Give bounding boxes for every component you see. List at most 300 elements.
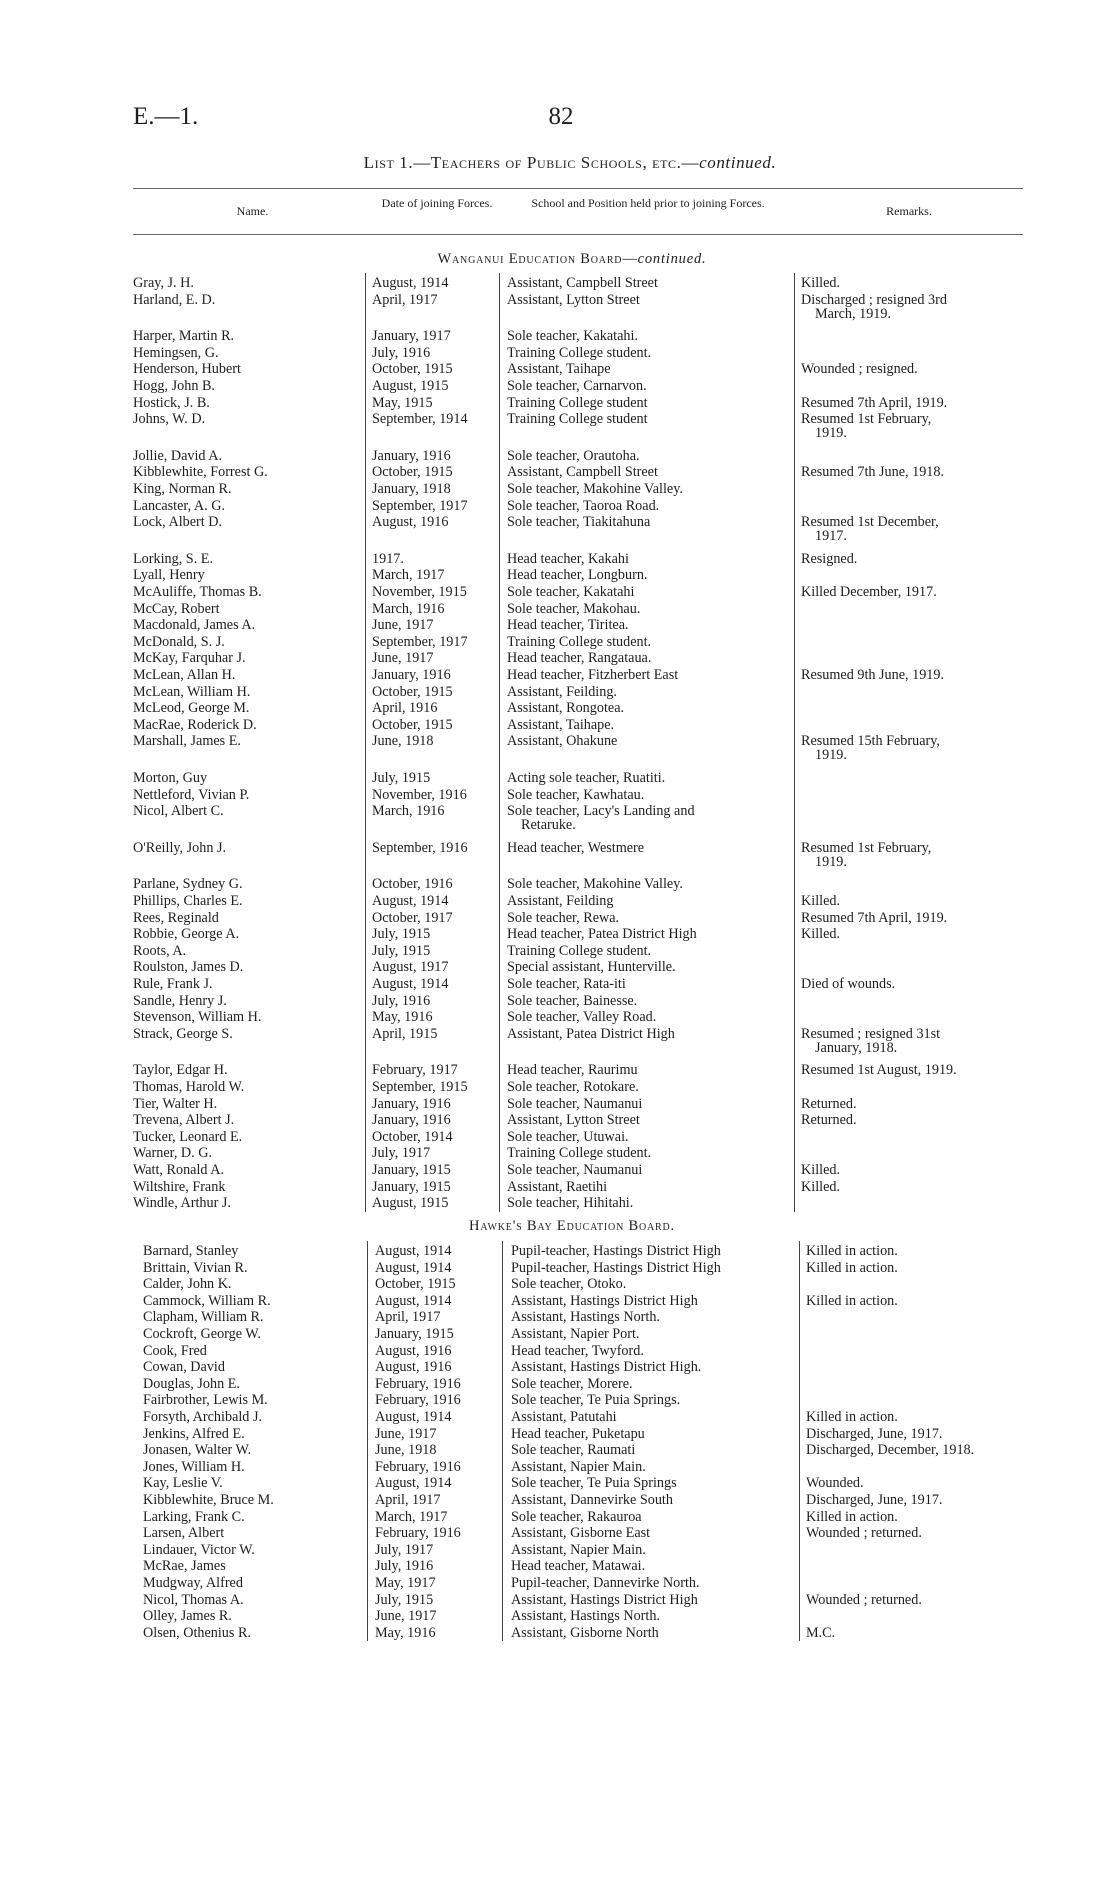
row-date: October, 1915 — [372, 361, 453, 378]
section-title-text: Hawke's Bay Education Board. — [469, 1218, 675, 1234]
row-name: Jones, William H. — [143, 1458, 245, 1475]
row-school: Sole teacher, Naumanui — [507, 1095, 643, 1112]
row-date: April, 1917 — [372, 291, 438, 308]
table-row — [0, 1575, 1114, 1591]
row-date: June, 1917 — [375, 1608, 437, 1625]
row-date: September, 1917 — [372, 633, 468, 650]
table-row — [0, 378, 1114, 394]
row-date: August, 1915 — [372, 378, 449, 394]
row-name: Hemingsen, G. — [133, 344, 219, 361]
table-row — [0, 1409, 1114, 1425]
column-header-date: Date of joining Forces. — [381, 196, 493, 210]
table-row — [0, 926, 1114, 942]
row-school: Assistant, Gisborne East — [511, 1525, 651, 1542]
row-remark: Resumed 1st February, — [801, 839, 932, 856]
row-date: June, 1918 — [375, 1442, 437, 1459]
row-name: Warner, D. G. — [133, 1145, 213, 1162]
row-date: July, 1916 — [372, 344, 431, 361]
row-date: January, 1915 — [372, 1178, 451, 1195]
table-row — [0, 1608, 1114, 1624]
row-name: Morton, Guy — [133, 770, 208, 786]
row-date: February, 1917 — [372, 1062, 458, 1079]
row-date: October, 1915 — [375, 1276, 456, 1293]
page-reference: E.—1. — [133, 103, 199, 130]
row-remark: Resumed 7th April, 1919. — [801, 909, 948, 926]
row-date: October, 1915 — [372, 683, 453, 700]
row-name: McCay, Robert — [133, 600, 220, 617]
table-row — [0, 1525, 1114, 1541]
row-name: Johns, W. D. — [133, 411, 206, 428]
row-remark: 1919. — [815, 425, 847, 442]
section-title-suffix: continued. — [637, 251, 707, 267]
row-school: Sole teacher, Carnarvon. — [507, 378, 647, 394]
row-remark: Discharged, June, 1917. — [806, 1492, 943, 1508]
table-row — [0, 1392, 1114, 1408]
row-name: Robbie, George A. — [133, 926, 240, 943]
row-name: Calder, John K. — [143, 1276, 232, 1293]
table-row — [0, 700, 1114, 716]
row-date: June, 1917 — [375, 1425, 437, 1442]
row-remark: Killed December, 1917. — [801, 584, 937, 600]
table-row — [0, 1558, 1114, 1574]
row-school: Sole teacher, Te Puia Springs. — [511, 1392, 681, 1409]
table-row — [0, 1293, 1114, 1309]
table-row — [0, 993, 1114, 1009]
row-date: September, 1916 — [372, 839, 468, 856]
row-date: May, 1915 — [372, 394, 433, 411]
row-name: Cook, Fred — [143, 1342, 207, 1359]
row-date: January, 1916 — [372, 1112, 451, 1129]
table-row — [0, 1625, 1114, 1641]
row-school: Assistant, Hastings North. — [511, 1608, 660, 1625]
column-divider — [799, 1241, 800, 1641]
row-school: Head teacher, Westmere — [507, 839, 645, 856]
row-remark: Resumed 1st August, 1919. — [801, 1062, 957, 1079]
row-name: McLean, William H. — [133, 683, 251, 700]
row-remark: Wounded ; returned. — [806, 1525, 922, 1542]
row-school: Head teacher, Puketapu — [511, 1425, 645, 1442]
row-school: Head teacher, Raurimu — [507, 1062, 638, 1079]
row-school: Assistant, Ohakune — [507, 733, 618, 750]
row-school: Assistant, Patea District High — [507, 1025, 675, 1042]
row-school: Sole teacher, Valley Road. — [507, 1009, 657, 1026]
row-date: May, 1916 — [375, 1624, 436, 1641]
row-school: Assistant, Taihape. — [507, 716, 615, 733]
row-date: June, 1918 — [372, 733, 434, 750]
row-school: Head teacher, Matawai. — [511, 1558, 646, 1575]
table-row — [0, 650, 1114, 666]
row-name: Windle, Arthur J. — [133, 1195, 231, 1212]
row-name: McLean, Allan H. — [133, 667, 236, 683]
row-name: Tucker, Leonard E. — [133, 1128, 243, 1145]
table-row — [0, 1243, 1114, 1259]
row-name: McKay, Farquhar J. — [133, 650, 246, 667]
row-name: Barnard, Stanley — [143, 1243, 239, 1259]
row-name: Lancaster, A. G. — [133, 497, 226, 514]
row-school: Training College student. — [507, 344, 652, 361]
row-school: Assistant, Napier Port. — [511, 1326, 640, 1342]
row-date: November, 1916 — [372, 786, 467, 803]
row-remark: Resigned. — [801, 550, 858, 567]
row-school: Special assistant, Hunterville. — [507, 959, 676, 976]
row-date: October, 1916 — [372, 876, 453, 893]
row-name: Rule, Frank J. — [133, 976, 213, 992]
row-school: Training College student — [507, 394, 648, 411]
column-divider — [794, 273, 795, 1212]
row-remark: Wounded ; resigned. — [801, 361, 918, 378]
row-remark: Killed. — [801, 1178, 841, 1195]
table-row — [0, 567, 1114, 583]
table-row — [0, 361, 1114, 377]
row-school: Training College student. — [507, 1145, 652, 1162]
row-date: August, 1914 — [372, 275, 449, 291]
row-remark: 1917. — [815, 528, 847, 545]
table-row — [0, 601, 1114, 617]
row-date: August, 1914 — [375, 1243, 452, 1259]
row-school: Sole teacher, Rakauroa — [511, 1508, 642, 1525]
row-date: September, 1914 — [372, 411, 468, 428]
row-school: Assistant, Campbell Street — [507, 464, 658, 481]
row-name: Marshall, James E. — [133, 733, 241, 750]
row-date: January, 1915 — [372, 1162, 451, 1178]
row-date: August, 1914 — [375, 1259, 452, 1276]
row-name: Kay, Leslie V. — [143, 1475, 223, 1492]
row-school: Head teacher, Tiritea. — [507, 617, 629, 634]
row-date: July, 1915 — [375, 1591, 434, 1608]
row-date: February, 1916 — [375, 1392, 461, 1409]
row-date: October, 1915 — [372, 716, 453, 733]
row-name: Harper, Martin R. — [133, 328, 235, 345]
row-school: Assistant, Lytton Street — [507, 1112, 640, 1129]
row-school: Assistant, Napier Main. — [511, 1458, 646, 1475]
table-row — [0, 1592, 1114, 1608]
table-row — [0, 1145, 1114, 1161]
row-school: Assistant, Patutahi — [511, 1409, 617, 1425]
row-school: Sole teacher, Kakatahi — [507, 584, 635, 600]
row-date: August, 1914 — [375, 1475, 452, 1492]
row-school: Sole teacher, Naumanui — [507, 1162, 643, 1178]
row-date: June, 1917 — [372, 617, 434, 634]
row-remark: 1919. — [815, 747, 847, 764]
table-row — [0, 943, 1114, 959]
table-row — [0, 498, 1114, 514]
row-date: August, 1917 — [372, 959, 449, 976]
table-row — [0, 345, 1114, 361]
table-row — [0, 1426, 1114, 1442]
row-remark: 1919. — [815, 853, 847, 870]
table-row — [0, 876, 1114, 892]
row-name: Brittain, Vivian R. — [143, 1259, 248, 1276]
row-school: Assistant, Napier Main. — [511, 1541, 646, 1558]
row-date: May, 1916 — [372, 1009, 433, 1026]
list-title-main: Teachers of Public Schools, etc.— — [430, 153, 700, 172]
list-title-suffix: continued. — [699, 153, 777, 172]
row-school: Assistant, Hastings District High — [511, 1591, 698, 1608]
row-name: Roulston, James D. — [133, 959, 244, 976]
section-title — [0, 251, 1114, 268]
table-row — [0, 1475, 1114, 1491]
row-name: Mudgway, Alfred — [143, 1575, 243, 1591]
row-name: Cammock, William R. — [143, 1292, 271, 1309]
table-row — [0, 617, 1114, 633]
row-school: Sole teacher, Bainesse. — [507, 992, 638, 1009]
row-name: Tier, Walter H. — [133, 1095, 218, 1112]
row-remark: Killed in action. — [806, 1259, 898, 1276]
row-remark: Resumed 1st February, — [801, 411, 932, 428]
column-divider — [502, 1241, 503, 1641]
table-row — [0, 634, 1114, 650]
row-date: January, 1916 — [372, 667, 451, 683]
row-date: July, 1915 — [372, 770, 431, 786]
table-row — [0, 893, 1114, 909]
row-name: Lindauer, Victor W. — [143, 1541, 255, 1558]
row-remark: Killed. — [801, 275, 841, 291]
table-row — [0, 1096, 1114, 1112]
row-name: Thomas, Harold W. — [133, 1079, 245, 1095]
row-name: Cowan, David — [143, 1359, 225, 1376]
row-date: September, 1915 — [372, 1079, 468, 1095]
row-date: July, 1916 — [375, 1558, 434, 1575]
row-name: Strack, George S. — [133, 1025, 233, 1042]
row-school: Training College student. — [507, 633, 652, 650]
row-school: Pupil-teacher, Hastings District High — [511, 1243, 721, 1259]
list-title-prefix: List 1.— — [363, 153, 431, 172]
row-school: Acting sole teacher, Ruatiti. — [507, 770, 666, 786]
row-school: Pupil-teacher, Hastings District High — [511, 1259, 721, 1276]
row-remark: Died of wounds. — [801, 976, 896, 992]
row-school: Sole teacher, Orautoha. — [507, 447, 640, 464]
table-row — [0, 1542, 1114, 1558]
row-remark: March, 1919. — [815, 305, 892, 322]
row-date: August, 1914 — [375, 1409, 452, 1425]
table-row — [0, 959, 1114, 975]
row-school: Assistant, Feilding — [507, 893, 614, 909]
row-date: July, 1915 — [372, 942, 431, 959]
row-date: January, 1916 — [372, 1095, 451, 1112]
row-date: August, 1914 — [372, 976, 449, 992]
row-remark: Wounded. — [806, 1475, 864, 1492]
row-date: March, 1916 — [372, 803, 445, 820]
row-date: March, 1917 — [375, 1508, 448, 1525]
row-school-continuation: Retaruke. — [521, 817, 576, 834]
row-remark: Returned. — [801, 1112, 857, 1129]
row-date: September, 1917 — [372, 497, 468, 514]
row-date: July, 1916 — [372, 992, 431, 1009]
row-name: Henderson, Hubert — [133, 361, 241, 378]
row-school: Sole teacher, Te Puia Springs — [511, 1475, 677, 1492]
row-remark: Resumed 1st December, — [801, 514, 939, 531]
table-row — [0, 1309, 1114, 1325]
column-divider — [367, 1241, 368, 1641]
row-date: June, 1917 — [372, 650, 434, 667]
table-row — [0, 733, 1114, 749]
row-name: McDonald, S. J. — [133, 633, 225, 650]
row-name: Trevena, Albert J. — [133, 1112, 235, 1129]
table-row — [0, 551, 1114, 567]
row-name: MacRae, Roderick D. — [133, 716, 257, 733]
section-title — [0, 1218, 1114, 1235]
row-date: October, 1917 — [372, 909, 453, 926]
row-date: March, 1916 — [372, 600, 445, 617]
row-date: July, 1917 — [372, 1145, 431, 1162]
row-school: Assistant, Rongotea. — [507, 700, 625, 717]
row-remark: Killed in action. — [806, 1409, 898, 1425]
row-date: August, 1914 — [372, 893, 449, 909]
table-row — [0, 1509, 1114, 1525]
row-name: Phillips, Charles E. — [133, 893, 243, 909]
row-date: August, 1915 — [372, 1195, 449, 1212]
table-row — [0, 275, 1114, 291]
row-school: Head teacher, Patea District High — [507, 926, 697, 943]
column-divider — [499, 273, 500, 1212]
row-name: Rees, Reginald — [133, 909, 219, 926]
row-name: McLeod, George M. — [133, 700, 250, 717]
row-remark: Resumed 9th June, 1919. — [801, 667, 945, 683]
row-school: Sole teacher, Kakatahi. — [507, 328, 638, 345]
header-top-rule — [133, 188, 1023, 189]
row-name: King, Norman R. — [133, 481, 232, 497]
row-name: Nicol, Thomas A. — [143, 1591, 244, 1608]
row-name: Larsen, Albert — [143, 1525, 225, 1542]
list-title — [0, 153, 1114, 173]
row-school: Training College student. — [507, 942, 652, 959]
header-bottom-rule — [133, 234, 1023, 235]
row-remark: Discharged ; resigned 3rd — [801, 291, 947, 308]
row-date: July, 1915 — [372, 926, 431, 943]
row-school: Head teacher, Fitzherbert East — [507, 667, 679, 683]
page-number: 82 — [548, 103, 574, 130]
table-row — [0, 1112, 1114, 1128]
row-name: Larking, Frank C. — [143, 1508, 245, 1525]
row-name: Taylor, Edgar H. — [133, 1062, 228, 1079]
table-row — [0, 1276, 1114, 1292]
table-row — [0, 717, 1114, 733]
row-remark: Returned. — [801, 1095, 857, 1112]
row-school: Sole teacher, Rotokare. — [507, 1079, 639, 1095]
table-row — [0, 584, 1114, 600]
row-remark: Discharged, December, 1918. — [806, 1442, 975, 1459]
row-date: 1917. — [372, 550, 404, 567]
row-name: O'Reilly, John J. — [133, 839, 227, 856]
row-school: Assistant, Feilding. — [507, 683, 617, 700]
table-row — [0, 1129, 1114, 1145]
table-row — [0, 514, 1114, 530]
row-name: Stevenson, William H. — [133, 1009, 262, 1026]
row-school: Assistant, Hastings District High — [511, 1292, 698, 1309]
row-name: Wiltshire, Frank — [133, 1178, 226, 1195]
row-name: Kibblewhite, Forrest G. — [133, 464, 268, 481]
row-date: April, 1916 — [372, 700, 438, 717]
row-date: October, 1914 — [372, 1128, 453, 1145]
row-date: January, 1916 — [372, 447, 451, 464]
row-name: Nettleford, Vivian P. — [133, 786, 250, 803]
row-remark: M.C. — [806, 1624, 836, 1641]
row-date: August, 1916 — [372, 514, 449, 531]
row-school: Sole teacher, Makohau. — [507, 600, 641, 617]
table-row — [0, 770, 1114, 786]
row-date: July, 1917 — [375, 1541, 434, 1558]
row-remark: Killed in action. — [806, 1292, 898, 1309]
table-row — [0, 1179, 1114, 1195]
row-name: Clapham, William R. — [143, 1309, 264, 1326]
row-remark: Resumed 7th June, 1918. — [801, 464, 945, 481]
table-row — [0, 787, 1114, 803]
row-date: April, 1917 — [375, 1309, 441, 1326]
row-name: Jonasen, Walter W. — [143, 1442, 252, 1459]
table-row — [0, 1195, 1114, 1211]
column-header-school: School and Position held prior to joining Forces. — [531, 196, 765, 210]
row-school: Sole teacher, Makohine Valley. — [507, 876, 683, 893]
row-date: February, 1916 — [375, 1375, 461, 1392]
row-school: Head teacher, Kakahi — [507, 550, 629, 567]
column-divider — [365, 273, 366, 1212]
row-remark: Killed in action. — [806, 1508, 898, 1525]
table-row — [0, 1009, 1114, 1025]
row-name: Jenkins, Alfred E. — [143, 1425, 245, 1442]
table-row — [0, 667, 1114, 683]
row-school: Assistant, Campbell Street — [507, 275, 658, 291]
row-school: Sole teacher, Morere. — [511, 1375, 633, 1392]
table-row — [0, 1343, 1114, 1359]
row-name: Olley, James R. — [143, 1608, 232, 1625]
row-name: Lyall, Henry — [133, 567, 205, 584]
row-date: October, 1915 — [372, 464, 453, 481]
row-school: Training College student — [507, 411, 648, 428]
table-row — [0, 1162, 1114, 1178]
row-school: Assistant, Taihape — [507, 361, 611, 378]
row-school: Sole teacher, Lacy's Landing and — [507, 803, 695, 820]
row-name: McRae, James — [143, 1558, 226, 1575]
row-date: January, 1917 — [372, 328, 451, 345]
row-school: Assistant, Dannevirke South — [511, 1492, 673, 1508]
row-name: Douglas, John E. — [143, 1375, 240, 1392]
row-remark: Killed. — [801, 926, 841, 943]
row-name: Nicol, Albert C. — [133, 803, 224, 820]
row-name: Cockroft, George W. — [143, 1326, 261, 1342]
row-remark: Discharged, June, 1917. — [806, 1425, 943, 1442]
row-name: Hostick, J. B. — [133, 394, 210, 411]
row-name: Parlane, Sydney G. — [133, 876, 243, 893]
row-name: Sandle, Henry J. — [133, 992, 227, 1009]
table-row — [0, 481, 1114, 497]
row-school: Sole teacher, Otoko. — [511, 1276, 627, 1293]
row-date: March, 1917 — [372, 567, 445, 584]
table-row — [0, 328, 1114, 344]
row-school: Sole teacher, Rata-iti — [507, 976, 626, 992]
row-school: Sole teacher, Kawhatau. — [507, 786, 645, 803]
row-name: Olsen, Othenius R. — [143, 1624, 251, 1641]
row-date: February, 1916 — [375, 1458, 461, 1475]
row-date: January, 1918 — [372, 481, 451, 497]
row-school: Head teacher, Longburn. — [507, 567, 648, 584]
row-date: January, 1915 — [375, 1326, 454, 1342]
table-row — [0, 840, 1114, 856]
row-name: Jollie, David A. — [133, 447, 223, 464]
row-name: McAuliffe, Thomas B. — [133, 584, 262, 600]
row-date: May, 1917 — [375, 1575, 436, 1591]
row-name: Macdonald, James A. — [133, 617, 256, 634]
row-school: Sole teacher, Rewa. — [507, 909, 620, 926]
row-school: Sole teacher, Makohine Valley. — [507, 481, 683, 497]
table-row — [0, 1260, 1114, 1276]
table-row — [0, 1459, 1114, 1475]
row-remark: Killed. — [801, 893, 841, 909]
row-school: Assistant, Raetihi — [507, 1178, 608, 1195]
row-name: Lock, Albert D. — [133, 514, 223, 531]
row-name: Kibblewhite, Bruce M. — [143, 1492, 274, 1508]
row-school: Sole teacher, Taoroa Road. — [507, 497, 660, 514]
table-row — [0, 411, 1114, 427]
